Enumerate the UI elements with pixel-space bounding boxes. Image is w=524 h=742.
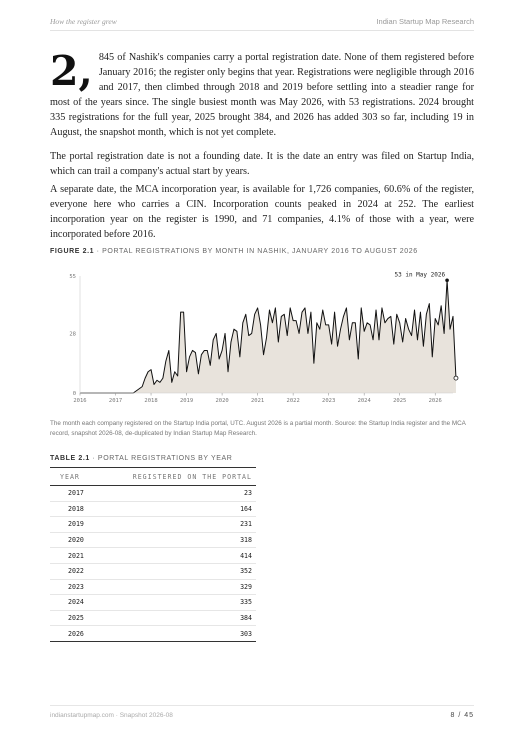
figure-label: FIGURE 2.1 — [50, 248, 95, 255]
peak-annotation: 53 in May 2026 — [394, 271, 446, 279]
table-row — [50, 626, 256, 642]
count-cell: 318 — [94, 532, 256, 548]
count-cell: 352 — [94, 563, 256, 579]
count-cell: 414 — [94, 548, 256, 564]
table-row — [50, 610, 256, 626]
figure-title: PORTAL REGISTRATIONS BY MONTH IN NASHIK, JANUARY 2016 TO AUGUST 2026 — [102, 248, 418, 255]
table-row — [50, 532, 256, 548]
y-tick-label: 55 — [69, 274, 76, 280]
count-cell: 335 — [94, 595, 256, 611]
year-cell: 2025 — [50, 610, 94, 626]
table-header-row — [50, 468, 256, 486]
year-cell: 2026 — [50, 626, 94, 642]
count-cell: 164 — [94, 501, 256, 517]
drop-cap: 2, — [50, 47, 93, 95]
column-header-year: YEAR — [50, 468, 94, 486]
page-footer — [50, 712, 474, 724]
year-cell: 2023 — [50, 579, 94, 595]
year-cell: 2021 — [50, 548, 94, 564]
publication-name: Indian Startup Map Research — [376, 17, 474, 26]
count-cell: 303 — [94, 626, 256, 642]
running-header — [50, 17, 474, 29]
table-title: PORTAL REGISTRATIONS BY YEAR — [97, 455, 233, 462]
y-tick-label: 28 — [69, 331, 76, 338]
intro-text: 845 of Nashik's companies carry a portal registration date. None of them registered before January 2016; the register only begins that year. Registrations were negligible through 2016 and 2017, then climbed through 2018 and 2019 before settling into a steadier range for most of the years since. The single busiest month was May 2026, with 53 registrations. 2024 brought 335 registrations for the full year, 2025 brought 384, and 2026 has added 303 so far, including 19 in August, the snapshot month, which is not yet complete. — [50, 52, 474, 139]
count-cell: 329 — [94, 579, 256, 595]
year-cell: 2018 — [50, 501, 94, 517]
x-tick-label: 2024 — [357, 398, 371, 404]
table-row — [50, 517, 256, 533]
x-tick-label: 2026 — [428, 398, 442, 404]
x-tick-label: 2020 — [215, 398, 229, 404]
intro-paragraph — [50, 47, 474, 141]
table-row — [50, 595, 256, 611]
series-area — [80, 280, 456, 393]
table-label: TABLE 2.1 — [50, 455, 90, 462]
table-caption: TABLE 2.1 · PORTAL REGISTRATIONS BY YEAR — [50, 455, 233, 462]
page-number: 8 / 45 — [450, 712, 474, 719]
footer-site: indianstartupmap.com · Snapshot 2026-08 — [50, 712, 173, 719]
peak-point — [445, 278, 449, 282]
table-row — [50, 579, 256, 595]
count-cell: 384 — [94, 610, 256, 626]
y-tick-label: 0 — [72, 391, 76, 397]
column-header-registered: REGISTERED ON THE PORTAL — [94, 468, 256, 486]
x-tick-label: 2023 — [322, 398, 336, 404]
count-cell: 23 — [94, 486, 256, 502]
x-tick-label: 2025 — [393, 398, 407, 404]
header-divider — [50, 30, 474, 31]
year-cell: 2017 — [50, 486, 94, 502]
registrations-chart — [50, 262, 474, 412]
x-tick-label: 2017 — [108, 398, 123, 404]
section-title: How the register grew — [50, 17, 117, 26]
year-cell: 2024 — [50, 595, 94, 611]
count-cell: 231 — [94, 517, 256, 533]
x-tick-label: 2019 — [179, 398, 194, 404]
year-cell: 2020 — [50, 532, 94, 548]
latest-point — [454, 376, 458, 380]
table-row — [50, 548, 256, 564]
x-tick-label: 2021 — [250, 398, 265, 404]
paragraph-registration-date: The portal registration date is not a founding date. It is the date an entry was filed on Startup India, which can trail a company's actual start by years. — [50, 151, 474, 178]
table-row — [50, 501, 256, 517]
table-row — [50, 563, 256, 579]
registrations-table — [50, 467, 256, 642]
year-cell: 2022 — [50, 563, 94, 579]
figure-note: The month each company registered on the Startup India portal, UTC. August 2026 is a partial month. Source: the Startup India register and the MCA record, snapshot 2026-08, de-duplicated by Indian Startup Map Research. — [50, 420, 466, 437]
x-tick-label: 2016 — [73, 398, 87, 404]
footer-divider — [50, 705, 474, 706]
paragraph-incorporation-year: A separate date, the MCA incorporation year, is available for 1,726 companies, 60.6% of the register, everyone here who carries a CIN. Incorporation counts peaked in 2024 at 252. The earliest incorporation year on the register is 1990, and 71 companies, 4.1% of those with a year, were incorporated before 2016. — [50, 184, 474, 241]
x-tick-label: 2022 — [286, 398, 300, 404]
figure-caption: FIGURE 2.1 · PORTAL REGISTRATIONS BY MONTH IN NASHIK, JANUARY 2016 TO AUGUST 2026 — [50, 248, 418, 255]
table-row — [50, 486, 256, 502]
year-cell: 2019 — [50, 517, 94, 533]
x-tick-label: 2018 — [144, 398, 158, 404]
